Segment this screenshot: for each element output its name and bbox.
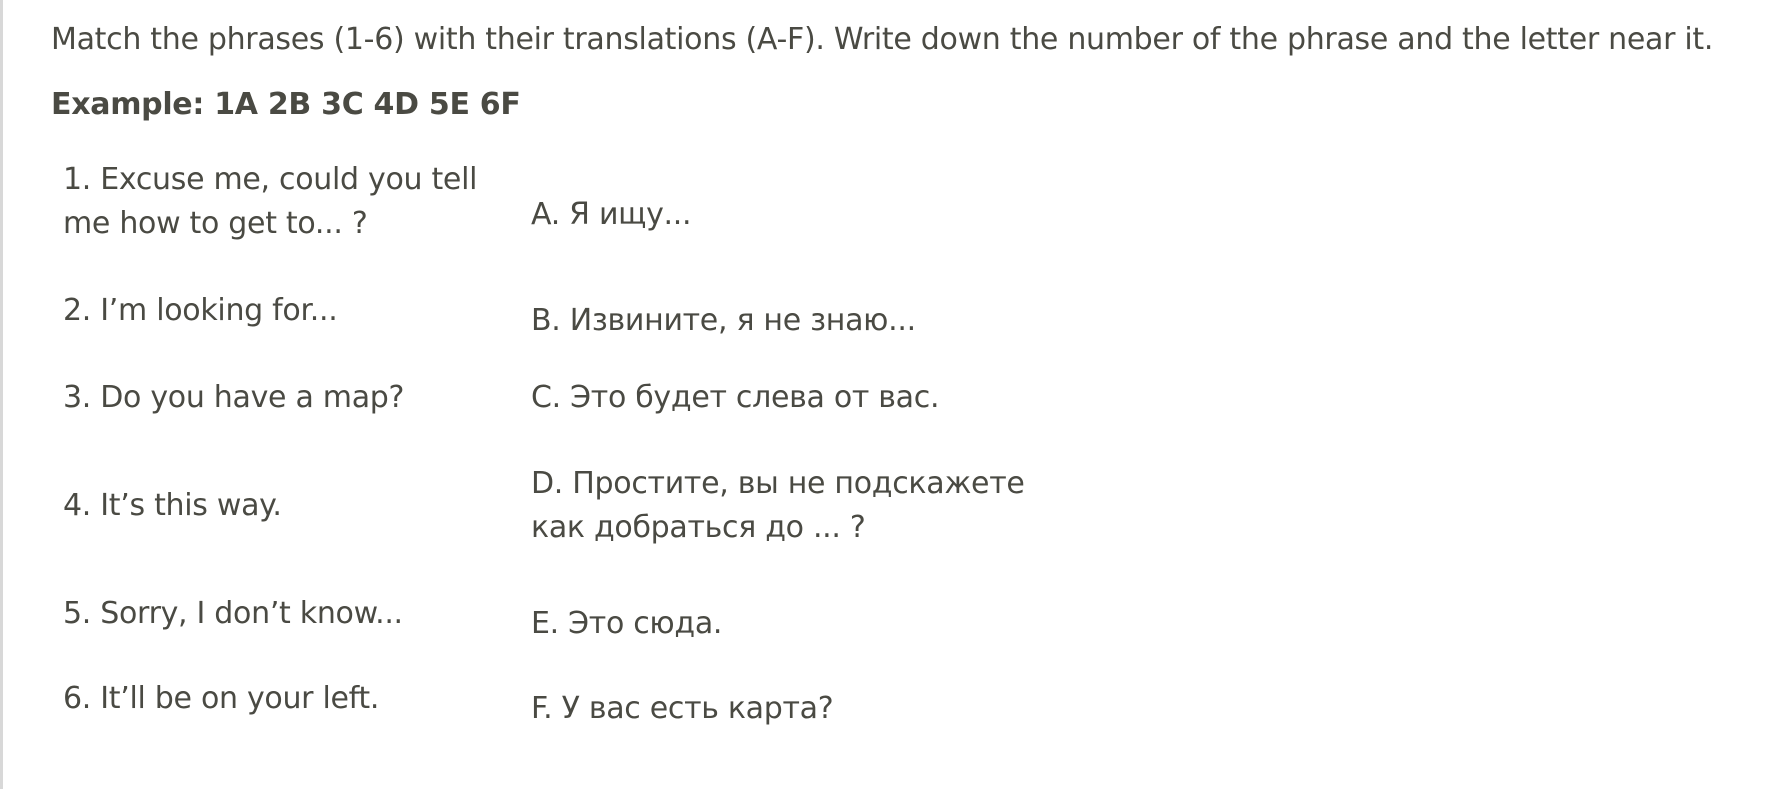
phrase-1-line-2: me how to get to... ? [63,206,368,241]
translation-item-b: B. Извините, я не знаю... [531,303,916,338]
instruction-text: Match the phrases (1-6) with their translations (A-F). Write down the number of the phrase and the letter near it. [51,22,1714,57]
phrase-item-6: 6. It’ll be on your left. [63,681,380,716]
phrase-1-line-1: 1. Excuse me, could you tell [63,162,478,197]
translation-item-c: C. Это будет слева от вас. [531,380,940,415]
translation-item-e: E. Это сюда. [531,606,723,641]
left-border [0,0,3,789]
phrase-item-4: 4. It’s this way. [63,488,282,523]
translation-item-d [531,462,1025,550]
translation-item-f: F. У вас есть карта? [531,691,834,726]
phrase-item-2: 2. I’m looking for... [63,293,338,328]
example-line: Example: 1A 2B 3C 4D 5E 6F [51,87,521,122]
translation-item-a: A. Я ищу... [531,197,692,232]
phrase-item-1 [63,158,477,246]
translation-d-line-2: как добраться до ... ? [531,510,866,545]
phrase-item-5: 5. Sorry, I don’t know... [63,596,403,631]
phrase-item-3: 3. Do you have a map? [63,380,405,415]
translation-d-line-1: D. Простите, вы не подскажете [531,466,1025,501]
